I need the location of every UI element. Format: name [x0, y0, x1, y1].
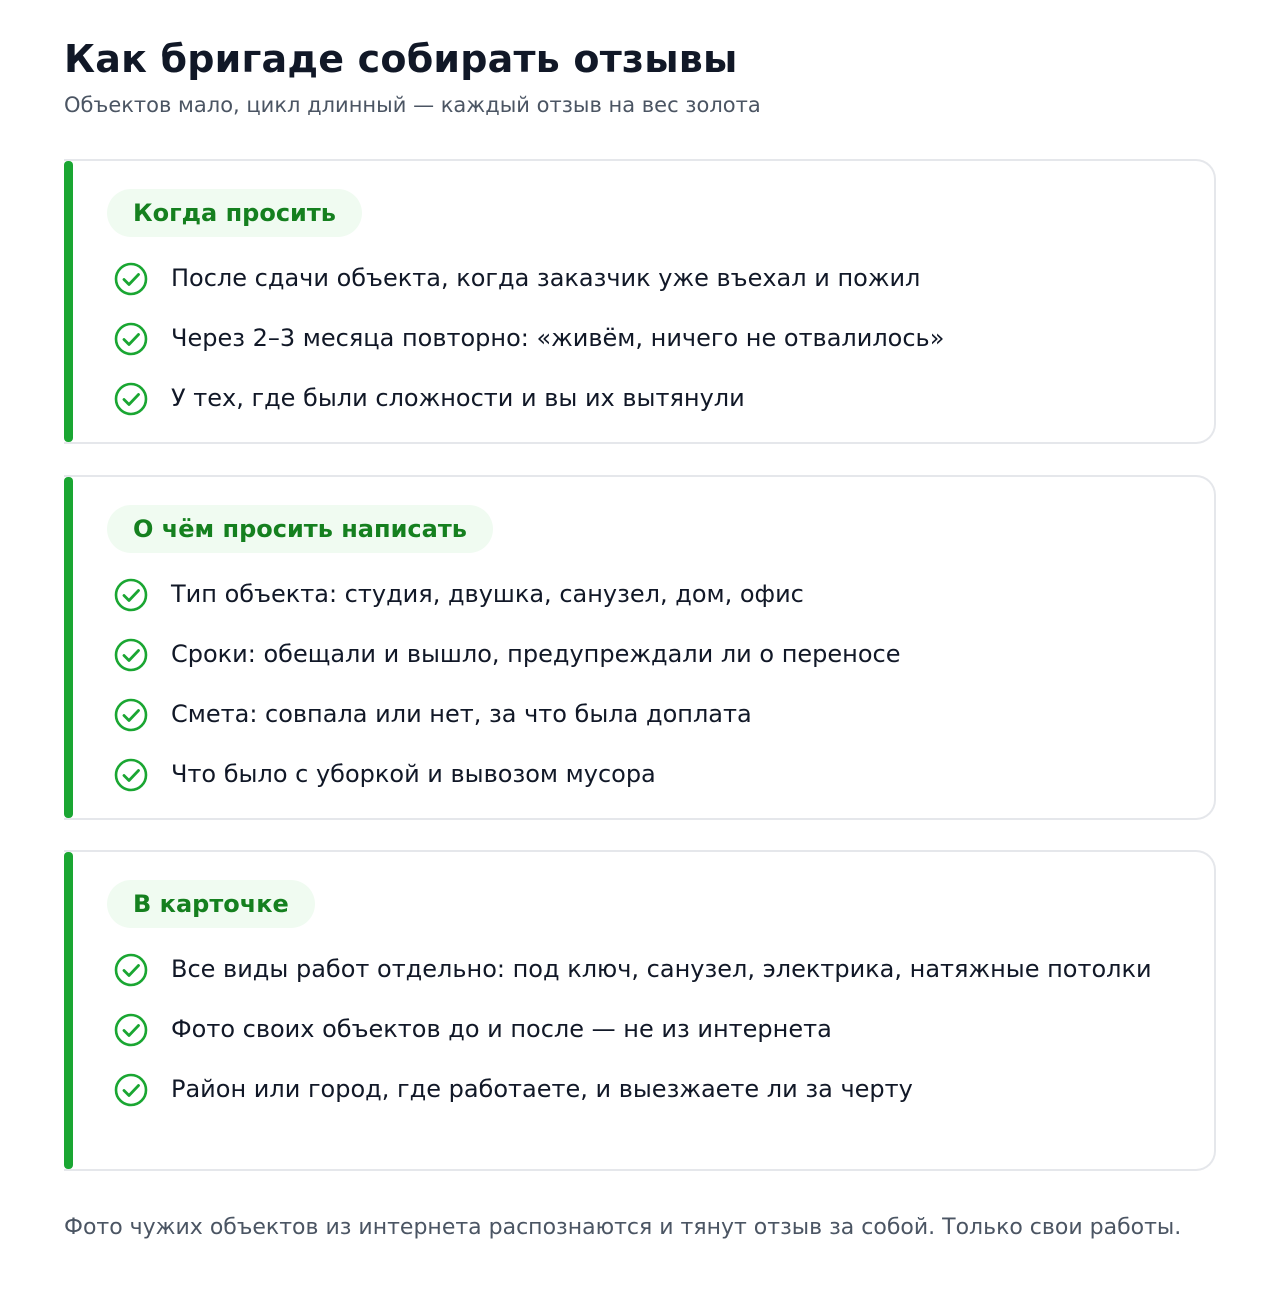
list-item-text: Смета: совпала или нет, за что была доплата [171, 700, 752, 728]
list-item-text: Сроки: обещали и вышло, предупреждали ли о переносе [171, 640, 901, 668]
list-item [114, 1012, 1174, 1047]
list-item [114, 261, 1174, 296]
check-circle-icon [114, 382, 148, 416]
check-circle-icon [114, 578, 148, 612]
checklist [114, 952, 1174, 1107]
check-circle-icon [114, 322, 148, 356]
footnote: Фото чужих объектов из интернета распознаются и тянут отзыв за собой. Только свои работы. [64, 1215, 1182, 1240]
list-item [114, 697, 1174, 732]
list-item-text: У тех, где были сложности и вы их вытянули [171, 384, 745, 412]
check-circle-icon [114, 1013, 148, 1047]
section-card-in-profile [64, 850, 1216, 1171]
list-item-text: После сдачи объекта, когда заказчик уже въехал и пожил [171, 264, 921, 292]
list-item-text: Все виды работ отдельно: под ключ, санузел, электрика, натяжные потолки [171, 955, 1152, 983]
list-item-text: Фото своих объектов до и после — не из интернета [171, 1015, 832, 1043]
check-circle-icon [114, 1073, 148, 1107]
section-card-when-to-ask [64, 159, 1216, 444]
check-circle-icon [114, 638, 148, 672]
list-item-text: Район или город, где работаете, и выезжаете ли за черту [171, 1075, 913, 1103]
list-item-text: Что было с уборкой и вывозом мусора [171, 760, 656, 788]
list-item [114, 1072, 1174, 1107]
list-item [114, 757, 1174, 792]
section-heading: О чём просить написать [107, 505, 493, 553]
check-circle-icon [114, 953, 148, 987]
page-subtitle: Объектов мало, цикл длинный — каждый отзыв на вес золота [64, 93, 761, 117]
list-item [114, 637, 1174, 672]
list-item-text: Тип объекта: студия, двушка, санузел, дом, офис [171, 580, 804, 608]
section-heading: Когда просить [107, 189, 362, 237]
page-title: Как бригаде собирать отзывы [64, 37, 738, 81]
list-item-text: Через 2–3 месяца повторно: «живём, ничего не отвалилось» [171, 324, 945, 352]
check-circle-icon [114, 698, 148, 732]
check-circle-icon [114, 758, 148, 792]
section-card-what-to-write [64, 475, 1216, 820]
list-item [114, 952, 1174, 987]
checklist [114, 577, 1174, 792]
list-item [114, 577, 1174, 612]
section-heading: В карточке [107, 880, 315, 928]
check-circle-icon [114, 262, 148, 296]
list-item [114, 321, 1174, 356]
checklist [114, 261, 1174, 416]
list-item [114, 381, 1174, 416]
